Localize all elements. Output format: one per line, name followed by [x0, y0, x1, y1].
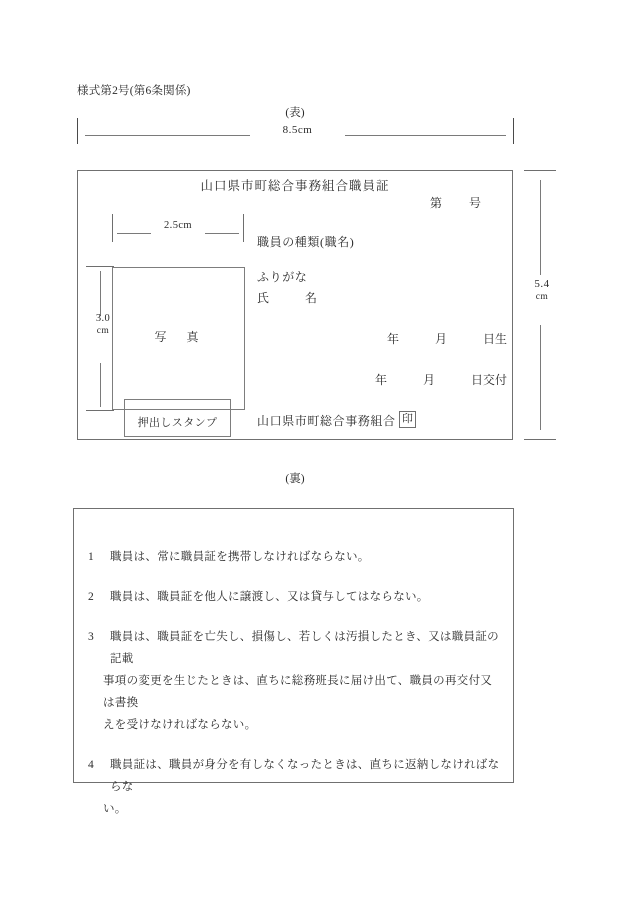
rule-text [110, 586, 500, 608]
rule-line: い。 [103, 803, 127, 815]
rule-number: 1 [88, 551, 95, 563]
card-width-value: 8.5cm [282, 124, 313, 136]
front-side-label: (表) [285, 107, 305, 119]
photo-width-dimension [112, 214, 244, 242]
card-height-number: 5.4 [534, 278, 550, 290]
rule-item [88, 626, 500, 736]
rule-number: 2 [88, 591, 95, 603]
card-height-unit: cm [535, 292, 549, 302]
back-side-label: (裏) [285, 473, 305, 485]
rule-item [88, 586, 500, 608]
furigana-label: ふりがな [257, 270, 308, 284]
card-height-value [519, 278, 565, 304]
rule-line: 職員は、常に職員証を携帯しなければならない。 [110, 551, 370, 563]
rule-line: 職員は、職員証を他人に譲渡し、又は貸与してはならない。 [110, 591, 429, 603]
name-label: 氏 名 [257, 291, 318, 305]
card-width-dimension [77, 118, 514, 144]
rule-text [103, 626, 500, 736]
card-number-field: 第 号 [430, 196, 483, 210]
dimension-tick-left [77, 118, 78, 144]
dimension-bar-bottom [100, 363, 101, 407]
stamp-label: 押出しスタンプ [137, 417, 218, 429]
rule-text [103, 754, 500, 820]
dimension-bar-top [100, 271, 101, 316]
rule-item [88, 754, 500, 820]
rule-line: 職員証は、職員が身分を有しなくなったときは、直ちに返納しなければならな [110, 759, 500, 793]
dimension-bar-right [205, 233, 239, 234]
seal-icon: 印 [399, 411, 416, 428]
issue-date-label: 年 月 日交付 [375, 373, 508, 387]
rule-text [110, 546, 500, 568]
rule-item [88, 546, 500, 568]
rule-number: 3 [88, 631, 95, 643]
rule-line: 事項の変更を生じたときは、直ちに総務班長に届け出て、職員の再交付又は書換 [103, 675, 493, 709]
dimension-bar-left [117, 233, 151, 234]
dimension-bar-left [85, 135, 250, 136]
photo-height-number: 3.0 [95, 313, 111, 324]
photo-height-unit: cm [96, 326, 110, 336]
dimension-bar-right [345, 135, 506, 136]
rule-line: えを受けなければならない。 [103, 719, 257, 731]
card-title: 山口県市町総合事務組合職員証 [200, 179, 390, 193]
organization-label: 山口県市町総合事務組合 [257, 414, 396, 428]
rule-line: 職員は、職員証を亡失し、損傷し、若しくは汚損したとき、又は職員証の記載 [110, 631, 499, 665]
dimension-bar-bottom [540, 325, 541, 430]
dimension-tick-top [86, 266, 114, 267]
dimension-bar-top [540, 180, 541, 275]
dimension-tick-left [112, 214, 113, 242]
dimension-tick-top [524, 170, 556, 171]
photo-label: 写 真 [154, 330, 203, 344]
birth-date-label: 年 月 日生 [387, 332, 508, 346]
form-number-heading: 様式第2号(第6条関係) [77, 85, 191, 97]
dimension-tick-bottom [524, 439, 556, 440]
card-height-dimension [522, 170, 562, 440]
dimension-tick-bottom [86, 410, 114, 411]
photo-width-value: 2.5cm [164, 220, 192, 231]
dimension-tick-right [513, 118, 514, 144]
rule-number: 4 [88, 759, 95, 771]
dimension-tick-right [243, 214, 244, 242]
employee-kind-label: 職員の種類(職名) [257, 235, 355, 249]
rules-list [88, 546, 500, 838]
